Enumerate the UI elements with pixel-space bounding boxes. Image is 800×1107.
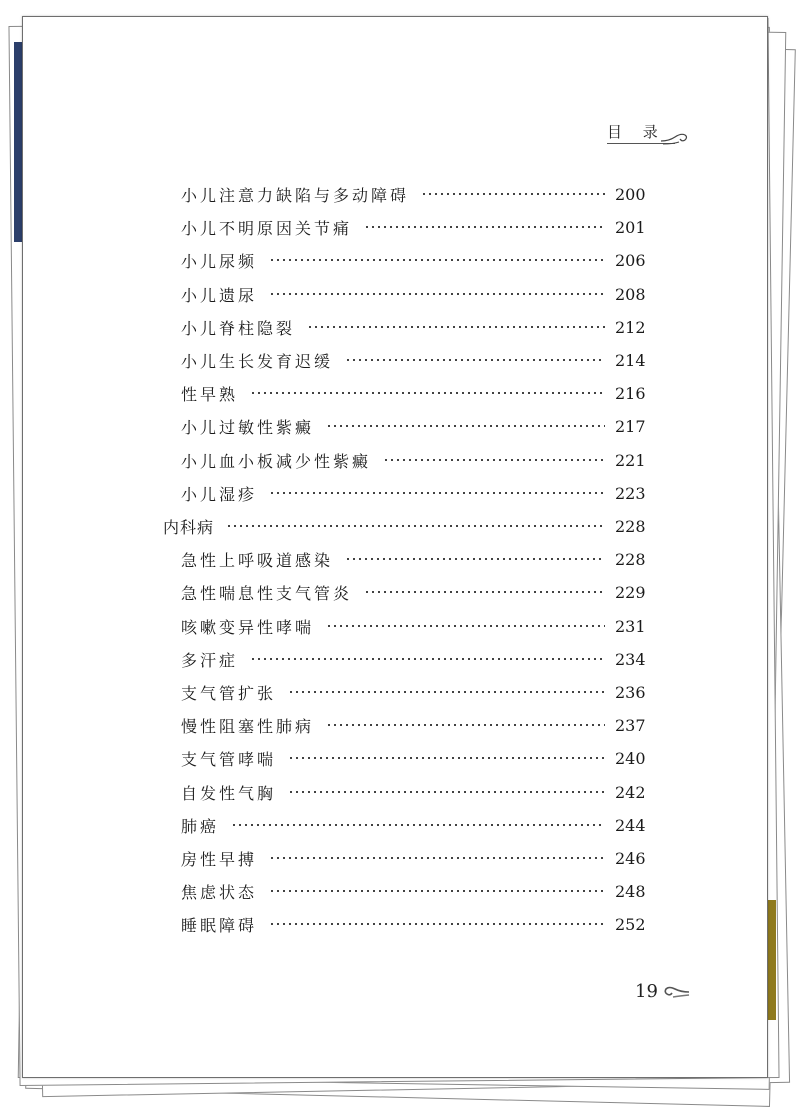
dot-leader	[364, 591, 605, 593]
dot-leader	[307, 326, 605, 328]
toc-entry-page: 229	[615, 582, 646, 602]
book-page	[22, 16, 768, 1078]
toc-entry-page: 214	[615, 350, 646, 370]
toc-entry-title: 小儿过敏性紫癜	[181, 417, 315, 437]
toc-entry	[181, 214, 645, 240]
toc-entry-title: 睡眠障碍	[181, 915, 258, 935]
toc-entry	[181, 878, 645, 904]
toc-entry-title: 小儿生长发育迟缓	[181, 351, 334, 371]
toc-entry	[181, 447, 645, 473]
toc-entry	[181, 579, 645, 605]
dot-leader	[269, 293, 605, 295]
toc-entry-title: 内科病	[163, 517, 215, 537]
toc-entry	[181, 413, 645, 439]
toc-entry	[181, 646, 645, 672]
toc-entry-title: 小儿尿频	[181, 251, 258, 271]
toc-entry	[181, 779, 645, 805]
toc-entry-page: 242	[615, 782, 646, 802]
dot-leader	[421, 193, 605, 195]
toc-entry	[181, 181, 645, 207]
toc-entry-title: 慢性阻塞性肺病	[181, 716, 315, 736]
dot-leader	[345, 359, 605, 361]
cover-edge-gold	[768, 900, 776, 1020]
toc-entry-page: 221	[615, 450, 646, 470]
toc-entry-title: 小儿注意力缺陷与多动障碍	[181, 185, 410, 205]
toc-entry-page: 223	[615, 483, 646, 503]
toc-entry-title: 多汗症	[181, 650, 239, 670]
toc-entry-page: 237	[615, 715, 646, 735]
toc-entry-page: 248	[615, 881, 646, 901]
toc-entry-title: 焦虑状态	[181, 882, 258, 902]
toc-entry	[181, 911, 645, 937]
table-of-contents	[23, 17, 769, 1079]
toc-entry-page: 252	[615, 914, 646, 934]
dot-leader	[269, 923, 605, 925]
dot-leader	[326, 625, 605, 627]
dot-leader	[288, 757, 605, 759]
cover-edge-blue	[14, 42, 22, 242]
toc-entry-page: 231	[615, 616, 646, 636]
toc-entry-title: 自发性气胸	[181, 783, 277, 803]
toc-entry-page: 212	[615, 317, 646, 337]
toc-entry-title: 小儿不明原因关节痛	[181, 218, 353, 238]
dot-leader	[364, 226, 605, 228]
dot-leader	[231, 824, 605, 826]
toc-entry-page: 228	[615, 549, 646, 569]
toc-entry-page: 201	[615, 217, 646, 237]
toc-entry	[181, 480, 645, 506]
toc-entry-page: 240	[615, 748, 646, 768]
toc-entry-page: 246	[615, 848, 646, 868]
toc-entry-title: 咳嗽变异性哮喘	[181, 617, 315, 637]
cloud-swirl-icon	[663, 983, 691, 1001]
toc-entry	[181, 247, 645, 273]
toc-entry-page: 216	[615, 383, 646, 403]
toc-entry	[163, 513, 645, 539]
toc-entry-title: 支气管哮喘	[181, 749, 277, 769]
toc-entry	[181, 281, 645, 307]
toc-entry-title: 小儿遗尿	[181, 285, 258, 305]
dot-leader	[288, 691, 605, 693]
toc-entry-page: 234	[615, 649, 646, 669]
dot-leader	[326, 724, 605, 726]
toc-entry-title: 小儿血小板减少性紫癜	[181, 451, 372, 471]
toc-entry-title: 小儿脊柱隐裂	[181, 318, 296, 338]
toc-entry-title: 急性喘息性支气管炎	[181, 583, 353, 603]
toc-entry-page: 244	[615, 815, 646, 835]
toc-entry	[181, 679, 645, 705]
toc-entry-title: 支气管扩张	[181, 683, 277, 703]
toc-entry-page: 217	[615, 416, 646, 436]
toc-entry-page: 236	[615, 682, 646, 702]
dot-leader	[250, 392, 605, 394]
header-title: 目 录	[607, 123, 666, 141]
dot-leader	[269, 492, 605, 494]
toc-entry	[181, 347, 645, 373]
toc-entry	[181, 712, 645, 738]
toc-entry	[181, 812, 645, 838]
toc-entry-page: 228	[615, 516, 646, 536]
toc-entry	[181, 845, 645, 871]
toc-entry-page: 206	[615, 250, 646, 270]
page-number: 19	[635, 981, 658, 1002]
toc-entry	[181, 546, 645, 572]
toc-entry-title: 小儿湿疹	[181, 484, 258, 504]
toc-entry-title: 急性上呼吸道感染	[181, 550, 334, 570]
dot-leader	[345, 558, 605, 560]
toc-entry	[181, 380, 645, 406]
toc-entry-page: 200	[615, 184, 646, 204]
toc-entry-page: 208	[615, 284, 646, 304]
dot-leader	[383, 459, 605, 461]
dot-leader	[288, 791, 605, 793]
toc-entry	[181, 745, 645, 771]
dot-leader	[269, 259, 605, 261]
toc-entry	[181, 613, 645, 639]
dot-leader	[250, 658, 605, 660]
dot-leader	[326, 425, 605, 427]
toc-entry-title: 性早熟	[181, 384, 239, 404]
dot-leader	[226, 525, 605, 527]
toc-entry-title: 房性早搏	[181, 849, 258, 869]
dot-leader	[269, 890, 605, 892]
toc-entry	[181, 314, 645, 340]
toc-entry-title: 肺癌	[181, 816, 220, 836]
dot-leader	[269, 857, 605, 859]
